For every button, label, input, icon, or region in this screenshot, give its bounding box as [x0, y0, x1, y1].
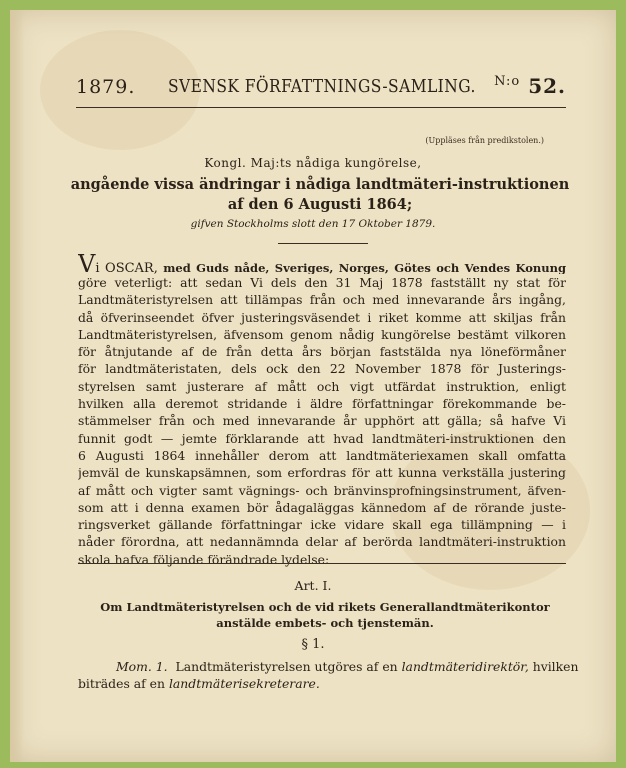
body-line: af mått och vigter samt vägnings- och bränvinsprofningsinstrument, äfven-: [78, 482, 566, 498]
mom-text: biträdes af en: [78, 676, 165, 691]
body-first-line: [78, 254, 566, 274]
body-line: göre veterligt: att sedan Vi dels den 31 Maj 1878 fastställt ny stat för: [78, 275, 566, 290]
body-line: hvilken alla deremot stridande i äldre författningar förekommande be-: [78, 396, 566, 412]
divider-rule: [278, 243, 368, 244]
body-line: nåder förordna, att nedannämnda delar af berörda landtmäteri-instruktion: [78, 534, 566, 550]
given-line: gifven Stockholms slott den 17 Oktober 1879.: [190, 218, 436, 230]
number-prefix: N:o: [494, 74, 521, 89]
running-header: [76, 74, 566, 104]
body-line: för landtmäteristaten, dels ock den 22 November 1878 för Justerings-: [78, 361, 566, 377]
mom-label: Mom. 1.: [116, 659, 168, 674]
body-line: Landtmäteristyrelsen, äfvensom genom nådig kungörelse bestämt vilkoren: [78, 326, 566, 342]
header-title: SVENSK FÖRFATTNINGS-SAMLING.: [168, 76, 476, 97]
king-name: i OSCAR,: [95, 261, 158, 274]
mom-line-1: [78, 658, 579, 676]
body-line: jemväl de kunskapsämnen, som erfordras för att kunna verkställa justering: [78, 465, 566, 481]
mom-role: landtmäterisekreterare.: [168, 676, 320, 691]
body-line: ringsverket gällande författningar icke vidare skall ega tillämpning — i: [78, 517, 566, 533]
number-value: 52.: [528, 74, 566, 98]
section-rule: [78, 563, 566, 564]
header-rule: [76, 107, 566, 108]
kongl-line: Kongl. Maj:ts nådiga kungörelse,: [204, 156, 422, 170]
body-line: Landtmäteristyrelsen att tillämpas från och med innevarande års ingång,: [78, 292, 566, 308]
drop-cap: V: [78, 254, 96, 274]
body-text: [78, 254, 566, 568]
header-year: 1879.: [76, 76, 136, 98]
body-line: som att i denna examen bör ådagaläggas kännedom af de rörande juste-: [78, 499, 566, 515]
mom-role: landtmäteridirektör,: [401, 659, 529, 674]
article-label: Art. I.: [294, 578, 332, 593]
body-line: skola hafva följande förändrade lydelse:: [78, 551, 330, 567]
body-line: styrelsen samt justerare af mått och vigt utfärdat instruktion, enligt: [78, 378, 566, 394]
document-heading-line-2: af den 6 Augusti 1864;: [227, 196, 413, 213]
body-line: stämmelser från och med innevarande år upphört att gälla; så hafve Vi: [78, 413, 566, 429]
article-subheading-line-1: Om Landtmäteristyrelsen och de vid rikets Generallandtmäterikontor: [100, 600, 550, 614]
header-number: [494, 74, 566, 98]
reading-note: (Uppläses från predikstolen.): [425, 136, 544, 145]
mom-text: hvilken: [532, 659, 579, 674]
mom-text: Landtmäteristyrelsen utgöres af en: [175, 659, 398, 674]
body-line: 6 Augusti 1864 innehåller derom att landtmäteriexamen skall omfatta: [78, 447, 566, 463]
document-heading-line-1: angående vissa ändringar i nådiga landtmäteri-instruktionen: [70, 176, 570, 193]
document-page: [10, 10, 616, 762]
royal-title: med Guds nåde, Sveriges, Norges, Götes och Vendes Konung: [163, 261, 566, 274]
body-line: då öfverinseendet öfver justeringsväsendet i riket komme att skiljas från: [78, 309, 566, 325]
mom-line-2: [78, 675, 566, 693]
paragraph-label: § 1.: [301, 637, 325, 652]
article-subheading-line-2: anstälde embets- och tjenstemän.: [216, 616, 434, 630]
body-line: för åtnjutande af de från detta års början faststälda nya löneförmåner: [78, 344, 566, 360]
body-line: funnit godt — jemte förklarande att hvad landtmäteri-instruktionen den: [78, 430, 566, 446]
